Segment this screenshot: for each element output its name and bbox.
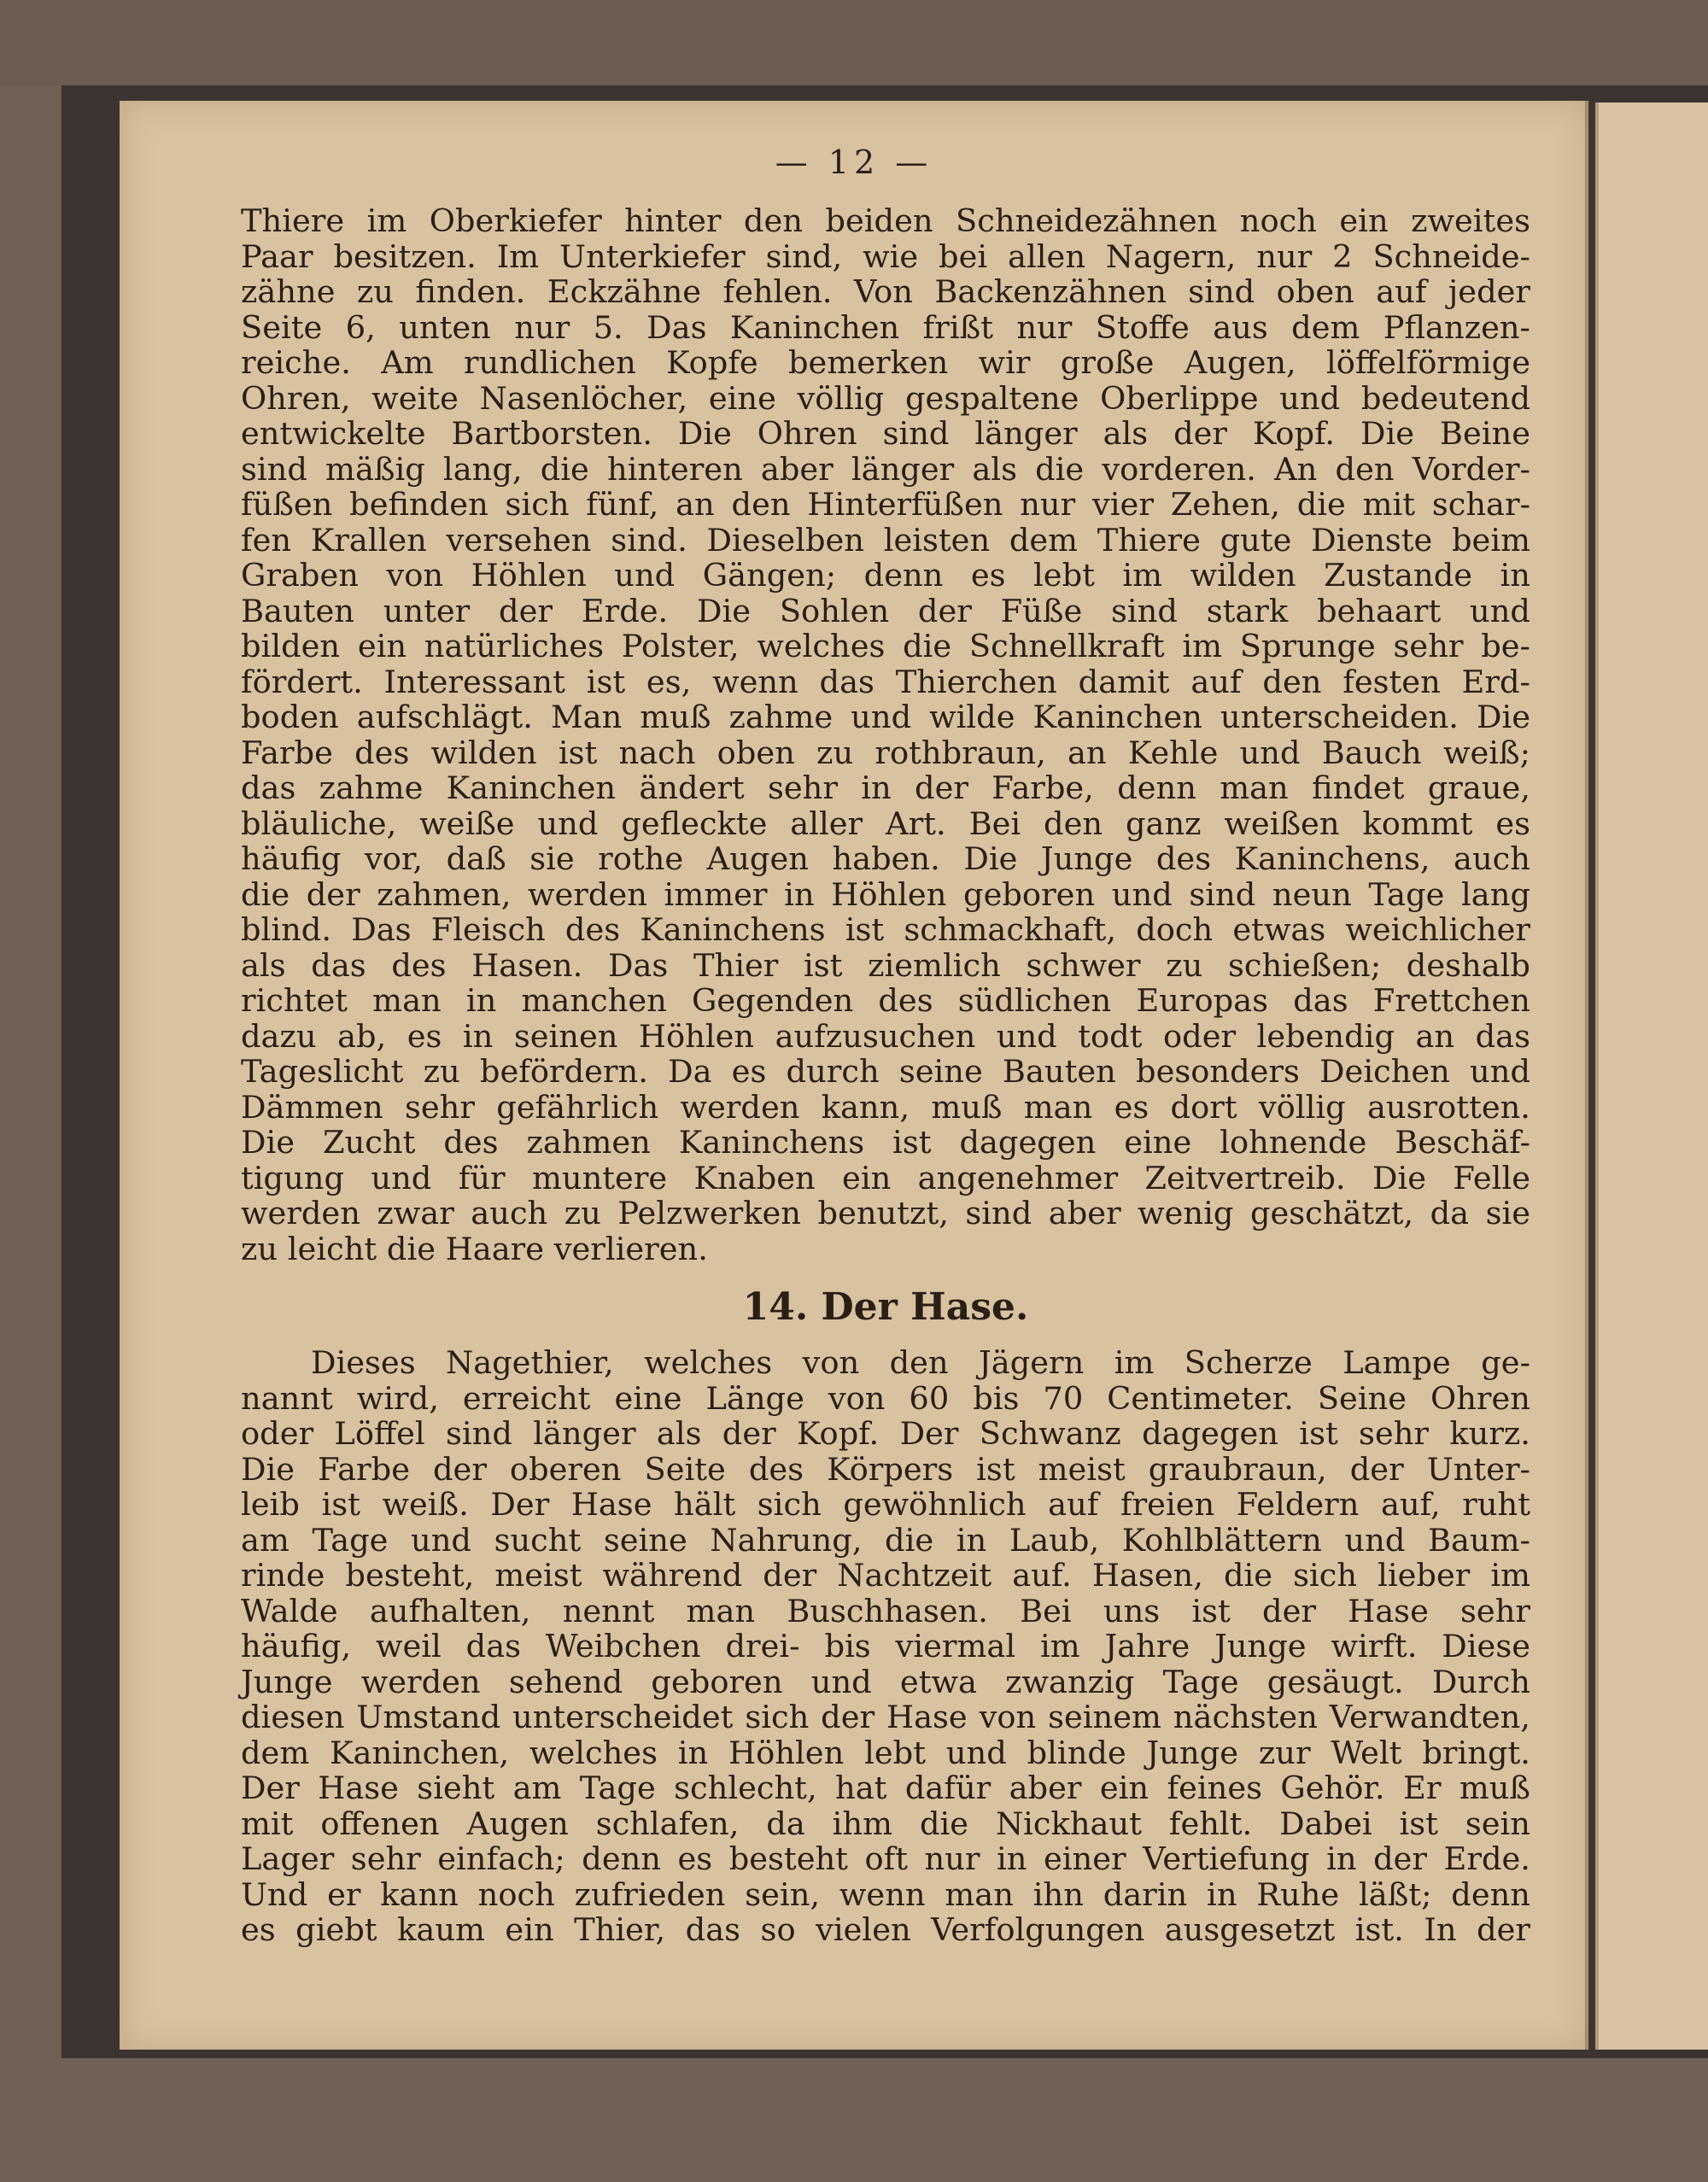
text-line: Lager sehr einfach; denn es besteht oft nur in einer Vertiefung in der Erde. [241,1840,1530,1877]
text-line: rinde besteht, meist während der Nachtzeit auf. Hasen, die sich lieber im [241,1557,1530,1594]
text-line: Paar besitzen. Im Unterkiefer sind, wie bei allen Nagern, nur 2 Schneide- [241,237,1530,275]
page-text [241,203,1530,1948]
text-line: Dieses Nagethier, welches von den Jägern im Scherze Lampe ge- [311,1344,1530,1381]
text-line: mit offenen Augen schlafen, da ihm die Nickhaut fehlt. Dabei ist sein [241,1805,1530,1842]
text-line: Tageslicht zu befördern. Da es durch seine Bauten besonders Deichen und [241,1053,1530,1090]
text-line: füßen befinden sich fünf, an den Hinterfüßen nur vier Zehen, die mit schar- [241,486,1530,523]
book-page [120,101,1588,2050]
text-line: Seite 6, unten nur 5. Das Kaninchen frißt nur Stoffe aus dem Pflanzen- [241,308,1530,346]
text-line: zähne zu finden. Eckzähne fehlen. Von Backenzähnen sind oben auf jeder [241,273,1530,310]
text-line: Und er kann noch zufrieden sein, wenn man ihn darin in Ruhe läßt; denn [241,1875,1530,1913]
text-line: dazu ab, es in seinen Höhlen aufzusuchen und todt oder lebendig an das [241,1017,1530,1055]
text-line: häufig vor, daß sie rothe Augen haben. Die Junge des Kaninchens, auch [241,840,1530,877]
text-line: reiche. Am rundlichen Kopfe bemerken wir große Augen, löffelförmige [241,344,1530,381]
page-number: — 12 — [775,143,933,181]
text-line: am Tage und sucht seine Nahrung, die in Laub, Kohlblättern und Baum- [241,1521,1530,1559]
section-heading: 14. Der Hase. [742,1285,1029,1329]
scan-background [0,0,1708,85]
text-line: Junge werden sehend geboren und etwa zwanzig Tage gesäugt. Durch [241,1663,1530,1700]
page-edge-shadow [1585,101,1599,2050]
text-line: als das des Hasen. Das Thier ist ziemlich schwer zu schießen; deshalb [241,946,1530,984]
text-line: dem Kaninchen, welches in Höhlen lebt und blinde Junge zur Welt bringt. [241,1734,1530,1771]
text-line: die der zahmen, werden immer in Höhlen geboren und sind neun Tage lang [241,875,1530,913]
text-line: Thiere im Oberkiefer hinter den beiden Schneidezähnen noch ein zweites [241,202,1530,239]
text-line: bläuliche, weiße und gefleckte aller Art. Bei den ganz weißen kommt es [241,804,1530,842]
text-line: tigung und für muntere Knaben ein angenehmer Zeitvertreib. Die Felle [241,1159,1530,1196]
text-line: Farbe des wilden ist nach oben zu rothbraun, an Kehle und Bauch weiß; [241,734,1530,771]
text-line: blind. Das Fleisch des Kaninchens ist schmackhaft, doch etwas weichlicher [241,911,1530,948]
text-line: fördert. Interessant ist es, wenn das Thierchen damit auf den festen Erd- [241,663,1530,700]
text-line: entwickelte Bartborsten. Die Ohren sind länger als der Kopf. Die Beine [241,415,1530,452]
text-line: zu leicht die Haare verlieren. [241,1230,708,1267]
text-line: Graben von Höhlen und Gängen; denn es lebt im wilden Zustande in [241,557,1530,594]
text-line: Dämmen sehr gefährlich werden kann, muß man es dort völlig ausrotten. [241,1088,1530,1126]
text-line: boden aufschlägt. Man muß zahme und wilde Kaninchen unterscheiden. Die [241,699,1530,735]
text-line: oder Löffel sind länger als der Kopf. Der Schwanz dagegen ist sehr kurz. [241,1415,1530,1452]
text-line: fen Krallen versehen sind. Dieselben leisten dem Thiere gute Dienste beim [241,521,1530,559]
text-line: das zahme Kaninchen ändert sehr in der Farbe, denn man findet graue, [241,769,1530,806]
facing-page-edge [1595,102,1708,2050]
text-line: bilden ein natürliches Polster, welches die Schnellkraft im Sprunge sehr be- [241,628,1530,664]
text-line: Die Farbe der oberen Seite des Körpers ist meist graubraun, der Unter- [241,1450,1530,1488]
text-line: Bauten unter der Erde. Die Sohlen der Füße sind stark behaart und [241,592,1530,629]
text-line: es giebt kaum ein Thier, das so vielen Verfolgungen ausgesetzt ist. In der [241,1911,1530,1948]
text-line: diesen Umstand unterscheidet sich der Hase von seinem nächsten Verwandten, [241,1699,1530,1735]
text-line: Ohren, weite Nasenlöcher, eine völlig gespaltene Oberlippe und bedeutend [241,379,1530,417]
text-line: werden zwar auch zu Pelzwerken benutzt, sind aber wenig geschätzt, da sie [241,1195,1530,1231]
text-line: häufig, weil das Weibchen drei- bis viermal im Jahre Junge wirft. Diese [241,1628,1530,1664]
text-line: Walde aufhalten, nennt man Buschhasen. Bei uns ist der Hase sehr [241,1592,1530,1629]
text-line: sind mäßig lang, die hinteren aber länger als die vorderen. An den Vorder- [241,450,1530,488]
text-line: nannt wird, erreicht eine Länge von 60 bis 70 Centimeter. Seine Ohren [241,1379,1530,1417]
text-line: richtet man in manchen Gegenden des südlichen Europas das Frettchen [241,982,1530,1019]
text-line: Der Hase sieht am Tage schlecht, hat dafür aber ein feines Gehör. Er muß [241,1770,1530,1806]
text-line: leib ist weiß. Der Hase hält sich gewöhnlich auf freien Feldern auf, ruht [241,1486,1530,1523]
text-line: Die Zucht des zahmen Kaninchens ist dagegen eine lohnende Beschäf- [241,1124,1530,1161]
